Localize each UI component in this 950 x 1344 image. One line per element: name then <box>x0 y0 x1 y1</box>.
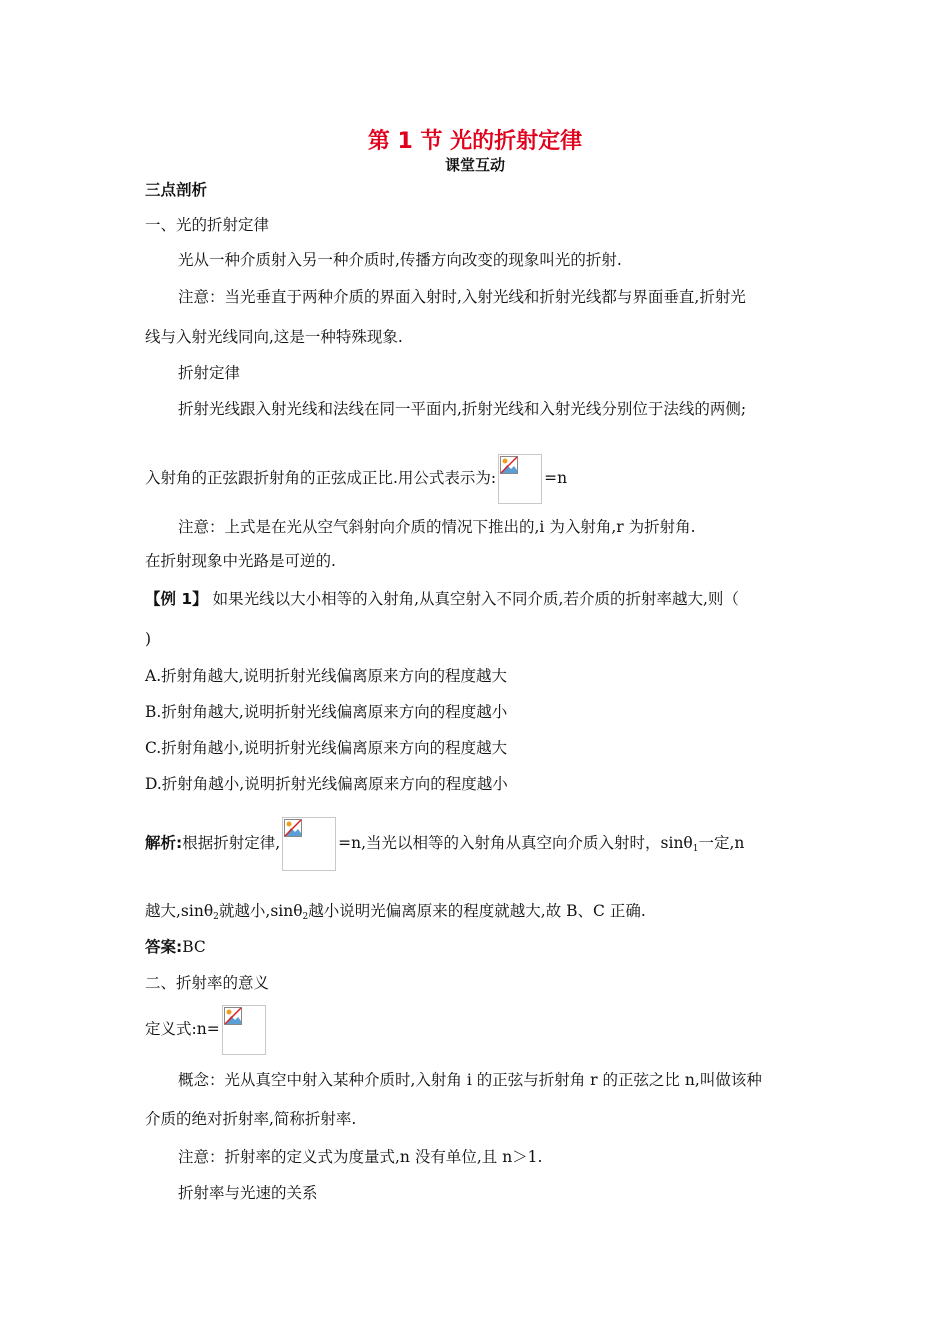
formula-text: 入射角的正弦跟折射角的正弦成正比.用公式表示为: <box>145 469 497 487</box>
analysis-line-2 <box>145 901 646 927</box>
part2-heading: 二、折射率的意义 <box>145 974 270 992</box>
formula-image-icon <box>222 1005 266 1055</box>
paragraph: 折射光线跟入射光线和法线在同一平面内,折射光线和入射光线分别位于法线的两侧; <box>178 400 747 418</box>
law-heading: 折射定律 <box>178 364 241 382</box>
analysis-text: =n,当光以相等的入射角从真空向介质入射时，sinθ <box>338 834 693 852</box>
paragraph: 注意：折射率的定义式为度量式,n 没有单位,且 n＞1. <box>178 1148 543 1166</box>
analysis-text: 越大,sinθ <box>145 902 214 920</box>
paragraph: 光从一种介质射入另一种介质时,传播方向改变的现象叫光的折射. <box>178 251 622 269</box>
option-a: A.折射角越大,说明折射光线偏离原来方向的程度越大 <box>145 667 508 685</box>
formula-image-icon <box>282 817 336 871</box>
answer-label: 答案: <box>145 938 183 956</box>
question-close: ) <box>145 630 152 648</box>
formula-line <box>145 453 567 504</box>
analysis-text: 就越小,sinθ <box>218 902 303 920</box>
page-subtitle: 课堂互动 <box>444 156 505 174</box>
paragraph: 概念：光从真空中射入某种介质时,入射角 i 的正弦与折射角 r 的正弦之比 n,叫做该种 <box>178 1071 762 1089</box>
formula-image-icon <box>498 454 542 504</box>
part1-heading: 一、光的折射定律 <box>145 216 270 234</box>
analysis-text: 根据折射定律, <box>182 834 281 852</box>
option-c: C.折射角越小,说明折射光线偏离原来方向的程度越大 <box>145 739 508 757</box>
subscript: 2 <box>213 912 219 922</box>
paragraph: 介质的绝对折射率,简称折射率. <box>145 1110 357 1128</box>
paragraph: 在折射现象中光路是可逆的. <box>145 552 336 570</box>
formula-equals: =n <box>544 469 568 487</box>
broken-image-icon <box>500 456 518 474</box>
section-heading: 三点剖析 <box>145 181 208 199</box>
example-label: 【例 1】 <box>145 590 208 608</box>
paragraph: 线与入射光线同向,这是一种特殊现象. <box>145 328 403 346</box>
subscript: 1 <box>692 844 699 854</box>
option-b: B.折射角越大,说明折射光线偏离原来方向的程度越小 <box>145 703 508 721</box>
question-text: 如果光线以大小相等的入射角,从真空射入不同介质,若介质的折射率越大,则（ <box>207 590 739 608</box>
page-title: 第 1 节 光的折射定律 <box>367 129 583 154</box>
option-d: D.折射角越小,说明折射光线偏离原来方向的程度越小 <box>145 775 508 793</box>
paragraph: 注意：上式是在光从空气斜射向介质的情况下推出的,i 为入射角,r 为折射角. <box>178 518 696 536</box>
broken-image-icon <box>224 1007 242 1025</box>
answer-line <box>145 937 206 957</box>
broken-image-icon <box>284 819 302 837</box>
analysis-label: 解析: <box>145 834 183 852</box>
analysis-text: 越小说明光偏离原来的程度就越大,故 B、C 正确. <box>308 902 646 920</box>
paragraph: 注意：当光垂直于两种介质的界面入射时,入射光线和折射光线都与界面垂直,折射光 <box>178 288 746 306</box>
subscript: 2 <box>302 912 309 922</box>
answer-value: BC <box>182 938 206 956</box>
example-question <box>145 589 739 609</box>
definition-line <box>145 1003 268 1055</box>
analysis-line <box>145 816 744 876</box>
paragraph: 折射率与光速的关系 <box>178 1184 318 1202</box>
definition-text: 定义式:n= <box>145 1020 220 1038</box>
analysis-text: 一定,n <box>698 834 745 852</box>
